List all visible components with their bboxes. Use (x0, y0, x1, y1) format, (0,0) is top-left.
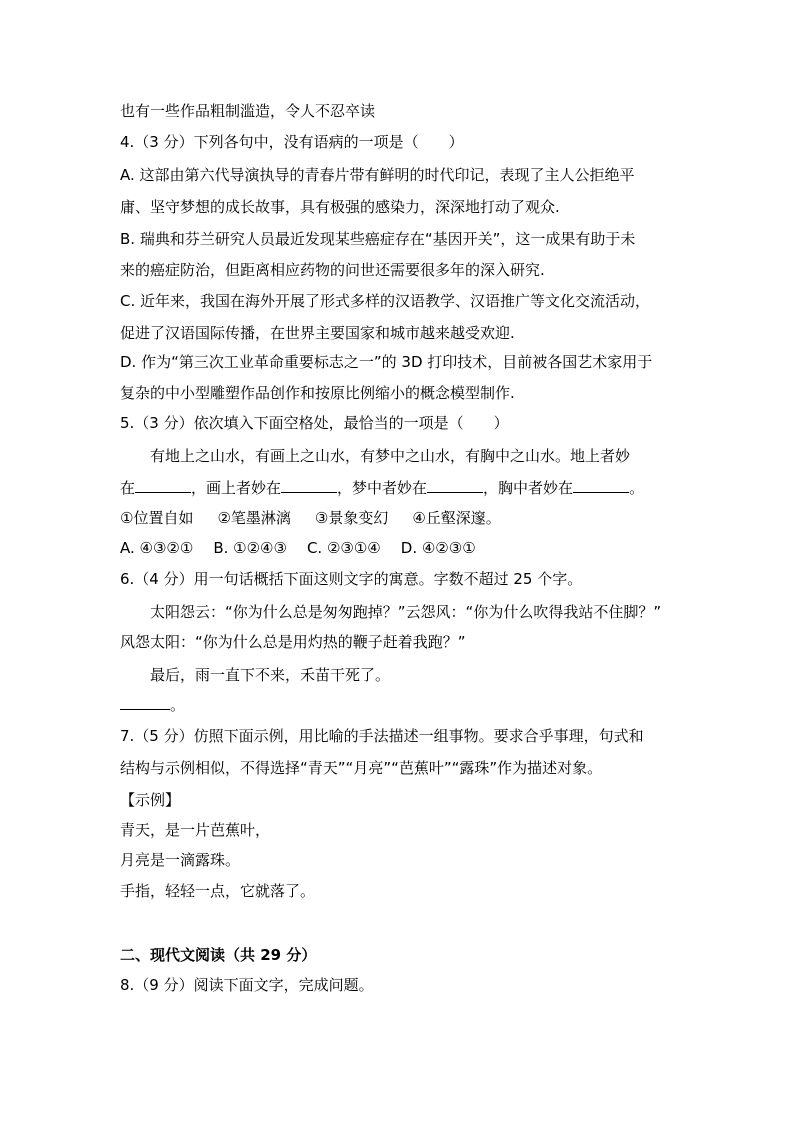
example-line-3: 手指，轻轻一点，它就落了。 (120, 882, 316, 900)
fill-blank-line (120, 478, 644, 498)
text-fragment: ，胸中者妙在 (483, 479, 574, 497)
answer-blank[interactable] (573, 478, 629, 493)
choice-3: ③景象变幻 (314, 509, 389, 527)
answers-line (120, 538, 476, 558)
answer-blank[interactable] (135, 478, 191, 493)
question-8-title: 8.（9 分）阅读下面文字，完成问题。 (120, 976, 374, 994)
option-d-line-1: D. 作为“第三次工业革命重要标志之一”的 3D 打印技术，目前被各国艺术家用于 (120, 353, 653, 371)
fable-line-1: 太阳怨云：“你为什么总是匆匆跑掉？”云怨风：“你为什么吹得我站不住脚？” (150, 603, 662, 621)
option-a-line-2: 庸、坚守梦想的成长故事，具有极强的感染力，深深地打动了观众. (120, 198, 560, 216)
question-5-title: 5.（3 分）依次填入下面空格处，最恰当的一项是（ ） (120, 414, 509, 432)
example-label: 【示例】 (120, 791, 181, 809)
answer-blank[interactable] (427, 478, 483, 493)
choice-1: ①位置自如 (120, 509, 194, 527)
text-line: 也有一些作品粗制滥造，令人不忍卒读 (120, 102, 376, 120)
option-d-line-2: 复杂的中小型雕塑作品创作和按原比例缩小的概念模型制作. (120, 384, 515, 402)
answer-blank[interactable] (120, 695, 170, 710)
option-c-line-2: 促进了汉语国际传播，在世界主要国家和城市越来越受欢迎. (120, 324, 515, 342)
example-line-1: 青天，是一片芭蕉叶， (120, 821, 271, 839)
example-line-2: 月亮是一滴露珠。 (120, 851, 241, 869)
fable-line-2: 风怨太阳：“你为什么总是用灼热的鞭子赶着我跑？” (120, 633, 466, 651)
option-c-line-1: C. 近年来，我国在海外开展了形式多样的汉语教学、汉语推广等文化交流活动， (120, 292, 651, 310)
question-7-title: 7.（5 分）仿照下面示例，用比喻的手法描述一组事物。要求合乎事理，句式和 (120, 727, 644, 745)
text-fragment: 在 (120, 479, 136, 497)
answer-c[interactable]: C. ②③①④ (306, 539, 381, 557)
answer-d[interactable]: D. ④②③① (400, 539, 476, 557)
question-7-line-2: 结构与示例相似，不得选择“青天”“月亮”“芭蕉叶”“露珠”作为描述对象。 (120, 759, 603, 777)
text-fragment: ，梦中者妙在 (337, 479, 428, 497)
choices-line (120, 508, 501, 528)
text-fragment: 。 (170, 696, 186, 714)
choice-4: ④丘壑深邃。 (412, 509, 501, 527)
question-6-title: 6.（4 分）用一句话概括下面这则文字的寓意。字数不超过 25 个字。 (120, 570, 583, 588)
answer-blank[interactable] (281, 478, 337, 493)
option-a-line-1: A. 这部由第六代导演执导的青春片带有鲜明的时代印记，表现了主人公拒绝平 (120, 166, 635, 184)
text-fragment: 。 (629, 479, 645, 497)
answer-b[interactable]: B. ①②④③ (213, 539, 287, 557)
answer-line (120, 695, 185, 715)
answer-a[interactable]: A. ④③②① (120, 539, 194, 557)
text-fragment: ，画上者妙在 (191, 479, 282, 497)
choice-2: ②笔墨淋漓 (217, 509, 291, 527)
question-4-title: 4.（3 分）下列各句中，没有语病的一项是（ ） (120, 133, 464, 151)
passage-line: 有地上之山水，有画上之山水，有梦中之山水，有胸中之山水。地上者妙 (150, 447, 631, 465)
option-b-line-1: B. 瑞典和芬兰研究人员最近发现某些癌症存在“基因开关”，这一成果有助于未 (120, 230, 636, 248)
fable-line-3: 最后，雨一直下不来，禾苗干死了。 (150, 666, 391, 684)
section-heading: 二、现代文阅读（共 29 分） (120, 946, 317, 964)
option-b-line-2: 来的癌症防治，但距离相应药物的问世还需要很多年的深入研究. (120, 261, 545, 279)
